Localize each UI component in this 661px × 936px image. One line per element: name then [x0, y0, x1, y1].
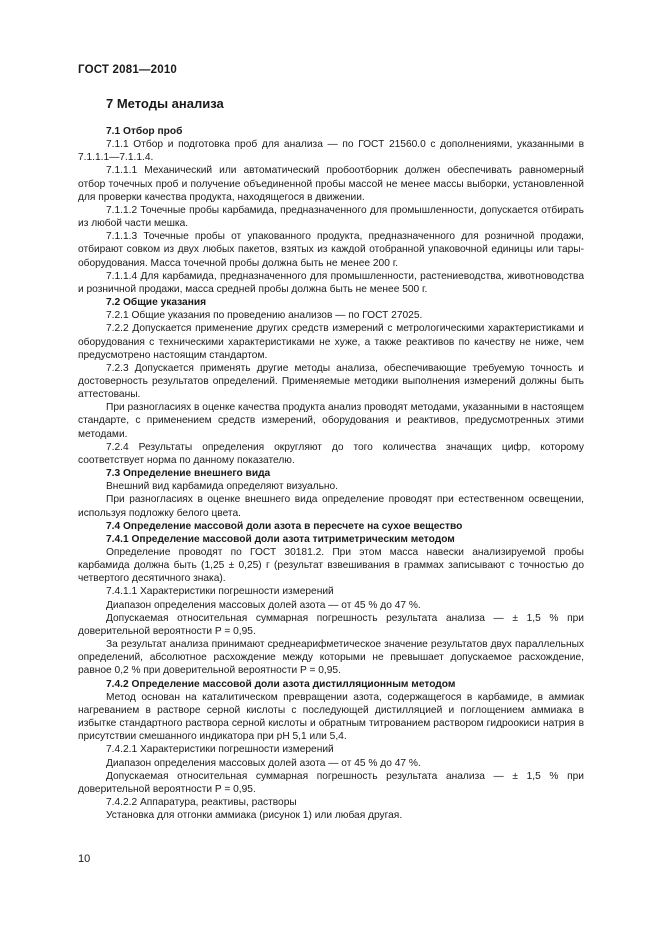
subsection-heading: 7.2 Общие указания — [106, 297, 207, 309]
subsection-heading: 7.1 Отбор проб — [106, 126, 183, 137]
paragraph: 7.2.4 Результаты определения округляют до того количества значащих цифр, которому соответствует норма по данному показателю. — [78, 441, 584, 466]
paragraph: 7.4.1.1 Характеристики погрешности измерений — [106, 586, 334, 598]
paragraph: При разногласиях в оценке качества продукта анализ проводят методами, указанными в настоящем стандарте, с применением средств измерений, оборудования и реактивов, предусмотренных этими методами. — [78, 402, 584, 440]
paragraph: Внешний вид карбамида определяют визуально. — [106, 481, 339, 493]
paragraph: Определение проводят по ГОСТ 30181.2. При этом масса навески анализируемой пробы карбамида должна быть (1,25 ± 0,25) г (результат взвешивания в граммах записывают с точностью до четвертого десятичного знака). — [78, 547, 584, 585]
section-title: 7 Методы анализа — [106, 96, 224, 111]
paragraph: При разногласиях в оценке внешнего вида определение проводят при естественном освещении, используя подложку белого цвета. — [78, 494, 584, 519]
page-number: 10 — [78, 853, 91, 865]
paragraph: За результат анализа принимают среднеарифметическое значение результатов двух параллельных определений, абсолютное расхождение между которыми не превышает допускаемое расхождение, равное 0,2 % при доверительной вероятности P = 0,95. — [78, 639, 584, 677]
paragraph: 7.2.2 Допускается применение других средств измерений с метрологическими характеристиками и оборудования с техническими характеристиками не хуже, а также реактивов по качеству не ниже, чем предусмотрено настоящим стандартом. — [78, 323, 584, 361]
paragraph: Метод основан на каталитическом превращении азота, содержащегося в карбамиде, в аммиак нагреванием в растворе серной кислоты с последующей дистилляцией и поглощением аммиака в избытке стандартного раствора серной кислоты и обратным титрованием раствором гидроокиси натрия в присутствии смешанного индикатора при pH 5,1 или 5,4. — [78, 691, 584, 743]
paragraph: 7.1.1.2 Точечные пробы карбамида, предназначенного для промышленности, допускается отбирать из любой части мешка. — [78, 204, 584, 230]
paragraph: Диапазон определения массовых долей азота — от 45 % до 47 %. — [106, 599, 421, 611]
document-body — [78, 125, 584, 822]
subsection-heading: 7.4.2 Определение массовой доли азота дистилляционным методом — [106, 678, 456, 690]
subsection-heading: 7.3 Определение внешнего вида — [106, 468, 271, 480]
paragraph: 7.1.1.1 Механический или автоматический пробоотборник должен обеспечивать равномерный отбор точечных проб и получение объединенной пробы массой не менее массы выборки, установленной для проверки качества продукта, находящегося в движении. — [78, 165, 584, 203]
paragraph: 7.4.2.2 Аппаратура, реактивы, растворы — [106, 796, 297, 808]
paragraph: 7.1.1.3 Точечные пробы от упакованного продукта, предназначенного для розничной продажи, отбирают совком из двух любых пакетов, взятых из каждой отобранной упаковочной единицы или тары-оборудования. Масса точечной пробы должна быть не менее 200 г. — [78, 231, 584, 269]
paragraph: Допускаемая относительная суммарная погрешность результата анализа — ± 1,5 % при доверительной вероятности P = 0,95. — [78, 770, 584, 795]
paragraph: 7.1.1 Отбор и подготовка проб для анализа — по ГОСТ 21560.0 с дополнениями, указанными в 7.1.1.1—7.1.1.4. — [78, 139, 584, 164]
paragraph: Диапазон определения массовых долей азота — от 45 % до 47 %. — [106, 757, 421, 769]
subsection-heading: 7.4.1 Определение массовой доли азота титриметрическим методом — [106, 533, 455, 545]
paragraph: 7.1.1.4 Для карбамида, предназначенного для промышленности, растениеводства, животноводства и розничной продажи, масса средней пробы должна быть не менее 500 г. — [78, 270, 584, 295]
paragraph: Допускаемая относительная суммарная погрешность результата анализа — ± 1,5 % при доверительной вероятности P = 0,95. — [78, 612, 584, 637]
paragraph: 7.2.1 Общие указания по проведению анализов — по ГОСТ 27025. — [106, 310, 423, 322]
paragraph: 7.4.2.1 Характеристики погрешности измерений — [106, 744, 334, 756]
document-header: ГОСТ 2081—2010 — [78, 64, 178, 76]
paragraph: 7.2.3 Допускается применять другие методы анализа, обеспечивающие требуемую точность и достоверность результатов определений. Применяемые методики выполнения измерений должны быть аттестованы. — [78, 362, 584, 401]
subsection-heading: 7.4 Определение массовой доли азота в пересчете на сухое вещество — [106, 520, 463, 532]
paragraph: Установка для отгонки аммиака (рисунок 1) или любая другая. — [106, 810, 403, 822]
